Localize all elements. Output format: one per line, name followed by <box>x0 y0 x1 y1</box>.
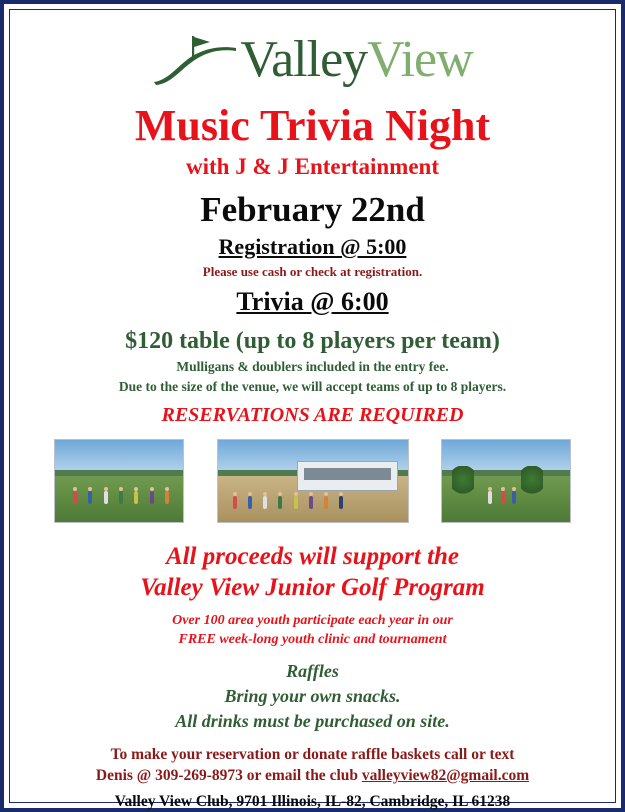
photo1-person <box>119 491 123 504</box>
extras-drinks: All drinks must be purchased on site. <box>175 711 450 731</box>
price-note-team-size: Due to the size of the venue, we will accept teams of up to 8 players. <box>118 379 507 394</box>
price-note-mulligans: Mulligans & doublers included in the entry fee. <box>176 359 449 374</box>
photo-youth-golf-clinic-field <box>54 439 184 523</box>
photo-youth-group-by-trailer <box>217 439 409 523</box>
photo3-tree <box>452 466 474 496</box>
photo1-person <box>150 491 154 504</box>
proceeds-heading <box>140 541 484 603</box>
photo2-person <box>278 496 282 509</box>
photo3-person <box>501 491 505 504</box>
logo-word-view: View <box>367 31 473 88</box>
photo-strip <box>28 439 597 523</box>
photo2-person <box>294 496 298 509</box>
contact-phone-text: Denis @ 309-269-8973 or email the club <box>95 767 362 784</box>
extras-snacks: Bring your own snacks. <box>224 686 401 706</box>
registration-note: Please use cash or check at registration. <box>202 264 423 279</box>
venue-address: Valley View Club, 9701 Illinois, IL-82, Cambridge, IL 61238 <box>114 793 511 810</box>
proceeds-line-2: Valley View Junior Golf Program <box>140 574 485 601</box>
trivia-time: Trivia @ 6:00 <box>236 287 389 316</box>
photo1-person <box>88 491 92 504</box>
photo3-person <box>512 491 516 504</box>
logo-word-valley: Valley <box>240 31 368 88</box>
photo2-person <box>324 496 328 509</box>
proceeds-note-line-1: Over 100 area youth participate each year in our <box>172 613 453 628</box>
price-line: $120 table (up to 8 players per team) <box>125 328 500 354</box>
proceeds-note <box>172 611 453 649</box>
photo2-person <box>233 496 237 509</box>
reservations-required: RESERVATIONS ARE REQUIRED <box>161 404 464 426</box>
photo2-person <box>309 496 313 509</box>
contact-line-1: To make your reservation or donate raffle baskets call or text <box>110 746 515 763</box>
proceeds-note-line-2: FREE week-long youth clinic and tournament <box>178 632 447 647</box>
flyer-inner-border <box>9 9 616 810</box>
page-title: Music Trivia Night <box>134 101 491 150</box>
golf-flag-hill-icon <box>152 32 238 88</box>
logo <box>28 32 597 88</box>
logo-wordmark <box>240 31 473 88</box>
photo3-tree <box>521 466 543 496</box>
proceeds-line-1: All proceeds will support the <box>165 543 460 570</box>
photo1-person <box>134 491 138 504</box>
extras-raffles: Raffles <box>286 661 339 681</box>
extras-list <box>175 659 450 734</box>
photo1-person <box>73 491 77 504</box>
photo2-trailer <box>297 461 398 491</box>
photo1-person <box>165 491 169 504</box>
photo3-person <box>488 491 492 504</box>
photo2-person <box>263 496 267 509</box>
contact-line-2 <box>96 765 529 786</box>
photo2-person <box>248 496 252 509</box>
photo2-person <box>339 496 343 509</box>
subtitle: with J & J Entertainment <box>186 154 439 179</box>
photo-youth-golfers-tree-line <box>441 439 571 523</box>
photo1-person <box>104 491 108 504</box>
contact-block <box>96 744 529 786</box>
event-date: February 22nd <box>200 190 425 229</box>
contact-email-link[interactable]: valleyview82@gmail.com <box>361 767 530 784</box>
registration-time: Registration @ 5:00 <box>218 234 407 259</box>
